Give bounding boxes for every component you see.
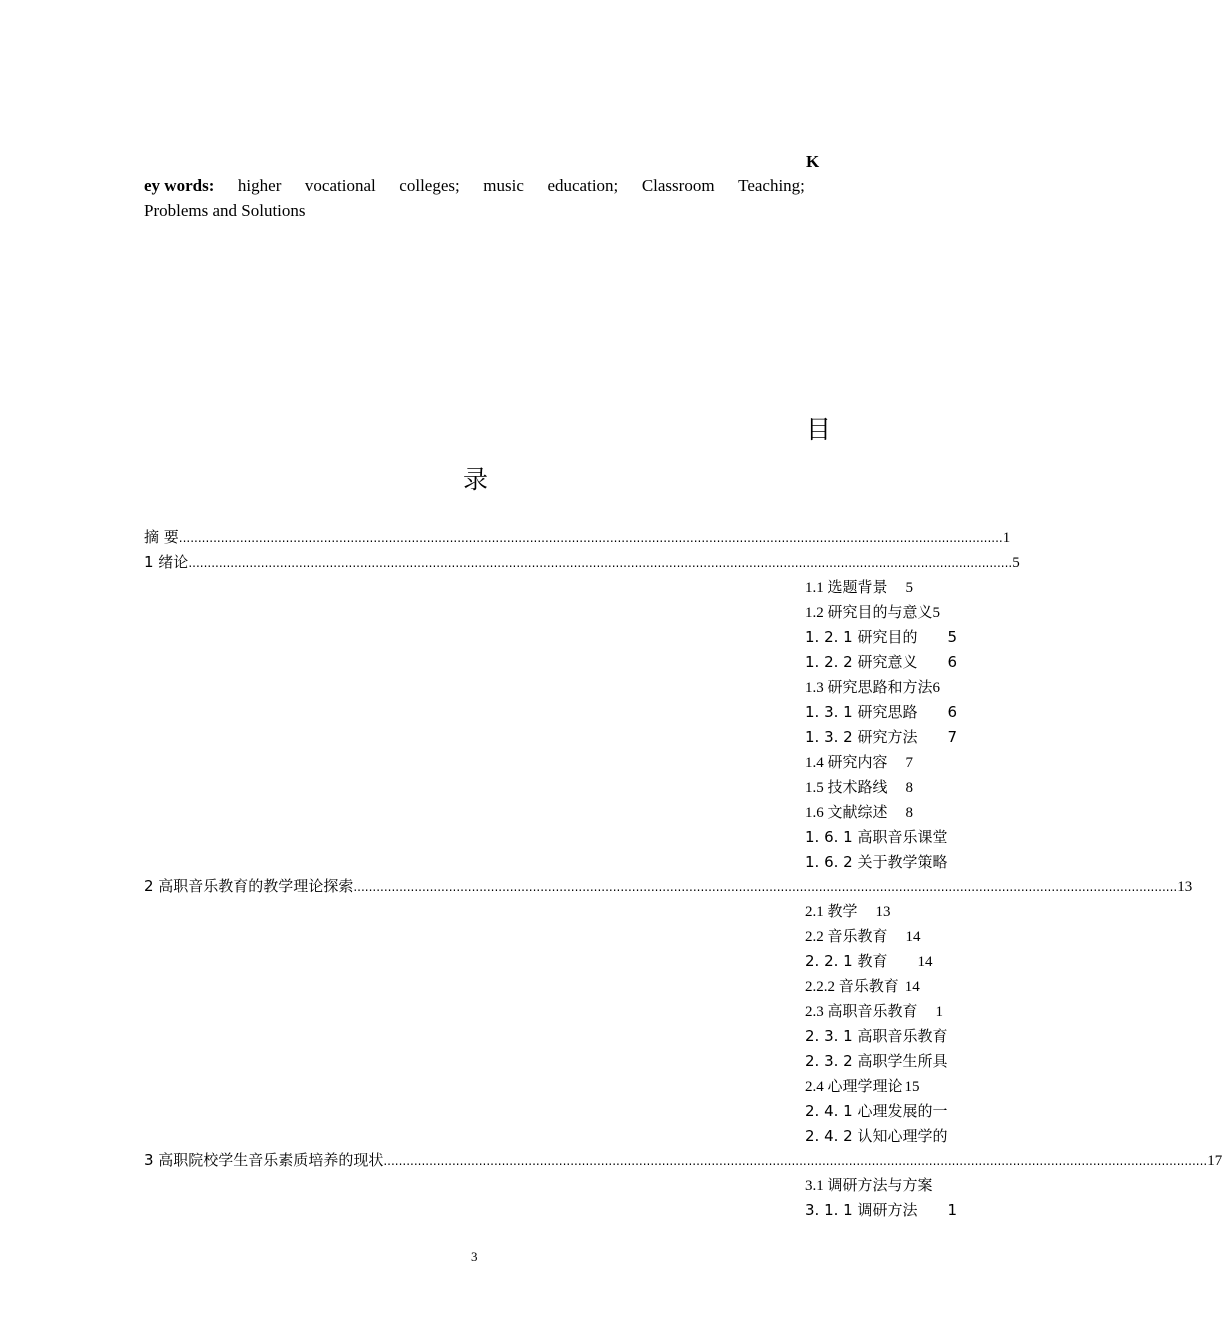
page-number: 3 [471,1249,478,1264]
toc-sub-page: 5 [947,628,958,646]
toc-sub-entry[interactable] [805,626,957,647]
toc-sub-title: 2.4 心理学理论 [805,1079,903,1095]
toc-title-part-1: 目 [806,415,832,444]
toc-sub-title: 2. 2. 1 教育 [805,952,888,970]
toc-sub-title: 2. 4. 2 认知心理学的 [805,1127,948,1145]
toc-sub-entry[interactable] [805,1199,957,1220]
toc-sub-page: 8 [905,805,914,821]
toc-sub-page: 13 [875,904,891,920]
toc-sub-page: 5 [932,605,941,621]
toc-sub-title: 3.1 调研方法与方案 [805,1178,933,1194]
toc-sub-title: 1.5 技术路线 [805,780,888,796]
toc-sub-page: 14 [904,979,920,995]
toc-sub-entry[interactable] [805,975,920,996]
toc-sub-page: 14 [917,954,933,970]
toc-sub-title: 1.3 研究思路和方法 [805,680,933,696]
toc-sub-page: 6 [947,703,958,721]
toc-sub-title: 1.2 研究目的与意义 [805,605,933,621]
toc-sub-entry[interactable] [805,1100,947,1121]
keyword-word: colleges; [399,176,460,195]
toc-entry-chapter-1[interactable] [144,551,1020,572]
toc-sub-title: 2. 3. 2 高职学生所具 [805,1052,948,1070]
toc-sub-title: 1. 2. 1 研究目的 [805,628,918,646]
toc-sub-title: 1.6 文献综述 [805,805,888,821]
keyword-word: vocational [304,176,376,195]
toc-sub-title: 1. 3. 2 研究方法 [805,728,918,746]
toc-entry-page: 1 [1002,530,1011,546]
toc-sub-title: 1.4 研究内容 [805,755,888,771]
toc-entry-title: 2 高职音乐教育的教学理论探索 [144,877,354,895]
toc-leader-dots: ........................................................................................................................................................................................................................ [383,1154,1208,1168]
toc-sub-page: 8 [905,780,914,796]
toc-sub-entry[interactable] [805,950,932,971]
toc-entry-page: 13 [1177,879,1193,895]
toc-sub-title: 1. 6. 1 高职音乐课堂 [805,828,948,846]
keywords-line-1 [144,176,805,196]
toc-entry-chapter-2[interactable] [144,875,1193,896]
toc-sub-page: 6 [947,653,958,671]
keywords-label: ey words: [144,176,215,195]
toc-sub-entry[interactable] [805,801,913,822]
toc-sub-page: 6 [932,680,941,696]
toc-sub-entry[interactable] [805,751,913,772]
toc-sub-entry[interactable] [805,1075,920,1096]
keyword-word: higher [237,176,282,195]
toc-sub-entry[interactable] [805,701,957,722]
toc-sub-entry[interactable] [805,925,921,946]
toc-sub-entry[interactable] [805,776,913,797]
toc-sub-page: 15 [904,1079,920,1095]
toc-sub-title: 2. 4. 1 心理发展的一 [805,1102,948,1120]
toc-sub-title: 1.1 选题背景 [805,580,888,596]
toc-entry-chapter-3[interactable] [144,1149,1222,1170]
toc-sub-title: 2.1 教学 [805,904,858,920]
toc-sub-entry[interactable] [805,826,947,847]
toc-sub-title: 1. 6. 2 关于教学策略 [805,853,948,871]
toc-entry-title: 1 绪论 [144,553,189,571]
toc-sub-page: 1 [935,1004,944,1020]
toc-leader-dots: ........................................................................................................................................................................................................................ [353,880,1178,894]
toc-sub-entry[interactable] [805,726,957,747]
toc-entry-title: 摘 要 [144,528,179,546]
keyword-word: music [483,176,524,195]
toc-entry-page: 5 [1012,555,1020,571]
toc-sub-page: 5 [905,580,914,596]
keyword-word: education; [547,176,619,195]
toc-sub-entry[interactable] [805,576,913,597]
toc-entry-page: 17 [1207,1153,1222,1169]
toc-sub-page: 1 [947,1201,958,1219]
toc-sub-entry[interactable] [805,601,940,622]
toc-entry-abstract[interactable] [144,526,1011,547]
toc-sub-entry[interactable] [805,1050,947,1071]
toc-sub-entry[interactable] [805,1125,947,1146]
toc-sub-page: 14 [905,929,921,945]
toc-sub-title: 2.2 音乐教育 [805,929,888,945]
toc-sub-title: 2. 3. 1 高职音乐教育 [805,1027,948,1045]
keyword-word: Teaching; [738,176,805,195]
toc-sub-title: 2.3 高职音乐教育 [805,1004,918,1020]
toc-entry-title: 3 高职院校学生音乐素质培养的现状 [144,1151,384,1169]
keywords-line-2: Problems and Solutions [144,201,306,220]
toc-title-part-2: 录 [463,465,489,494]
toc-sub-entry[interactable] [805,851,947,872]
toc-leader-dots: ........................................................................................................................................................................................................................ [188,556,1013,570]
toc-sub-title: 1. 3. 1 研究思路 [805,703,918,721]
keywords-first-letter: K [806,152,820,171]
toc-sub-title: 2.2.2 音乐教育 [805,979,899,995]
toc-sub-entry[interactable] [805,676,940,697]
toc-leader-dots: ........................................................................................................................................................................................................................ [178,531,1003,545]
toc-sub-entry[interactable] [805,651,957,672]
toc-sub-entry[interactable] [805,1000,943,1021]
toc-sub-entry[interactable] [805,1174,933,1195]
toc-sub-title: 1. 2. 2 研究意义 [805,653,918,671]
toc-sub-entry[interactable] [805,1025,947,1046]
toc-sub-entry[interactable] [805,900,891,921]
toc-sub-page: 7 [947,728,958,746]
toc-sub-page: 7 [905,755,914,771]
keyword-word: Classroom [641,176,715,195]
toc-sub-title: 3. 1. 1 调研方法 [805,1201,918,1219]
